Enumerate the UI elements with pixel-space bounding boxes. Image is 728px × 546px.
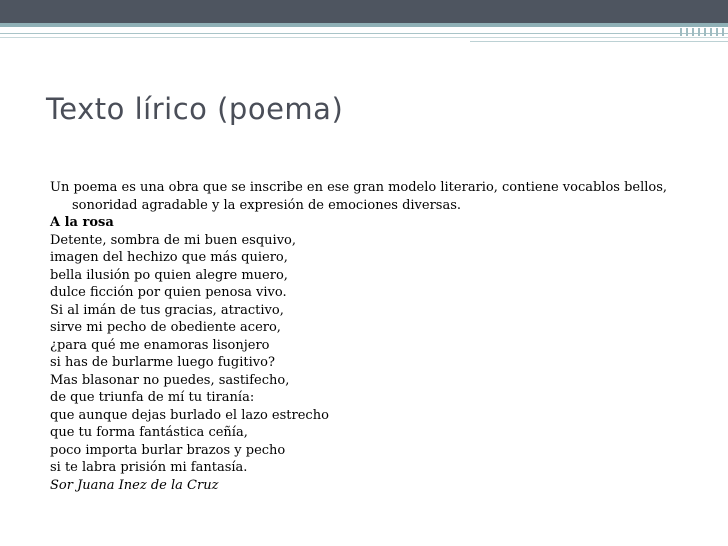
- top-decorative-band: [0, 0, 728, 23]
- slide-title: Texto lírico (poema): [46, 92, 344, 126]
- slide-content: [50, 179, 680, 494]
- poem-line: sirve mi pecho de obediente acero,: [50, 320, 281, 335]
- poem-line: ¿para qué me enamoras lisonjero: [50, 337, 270, 353]
- poem-author: Sor Juana Inez de la Cruz: [50, 477, 219, 493]
- poem-line: de que triunfa de mí tu tiranía:: [50, 390, 255, 405]
- poem-title: A la rosa: [50, 215, 114, 230]
- poem-line: si te labra prisión mi fantasía.: [50, 460, 248, 475]
- poem-line: imagen del hechizo que más quiero,: [50, 250, 288, 265]
- decorative-line: [0, 33, 728, 34]
- decorative-stripes: [680, 28, 728, 36]
- intro-paragraph: Un poema es una obra que se inscribe en ese gran modelo literario, contiene vocablos bellos, sonoridad agradable y la expresión de emociones diversas.: [50, 180, 668, 213]
- poem-line: que aunque dejas burlado el lazo estrecho: [50, 407, 329, 423]
- poem-line: poco importa burlar brazos y pecho: [50, 442, 286, 458]
- poem-line: Detente, sombra de mi buen esquivo,: [50, 232, 297, 248]
- decorative-line: [470, 41, 728, 42]
- poem-line: si has de burlarme luego fugitivo?: [50, 355, 275, 370]
- poem-line: Si al imán de tus gracias, atractivo,: [50, 302, 284, 318]
- poem-line: Mas blasonar no puedes, sastifecho,: [50, 372, 290, 388]
- poem-line: bella ilusión po quien alegre muero,: [50, 267, 288, 283]
- accent-band: [0, 23, 728, 27]
- poem-line: dulce ficción por quien penosa vivo.: [50, 285, 287, 300]
- decorative-line: [0, 37, 728, 38]
- poem-line: que tu forma fantástica ceñía,: [50, 425, 248, 440]
